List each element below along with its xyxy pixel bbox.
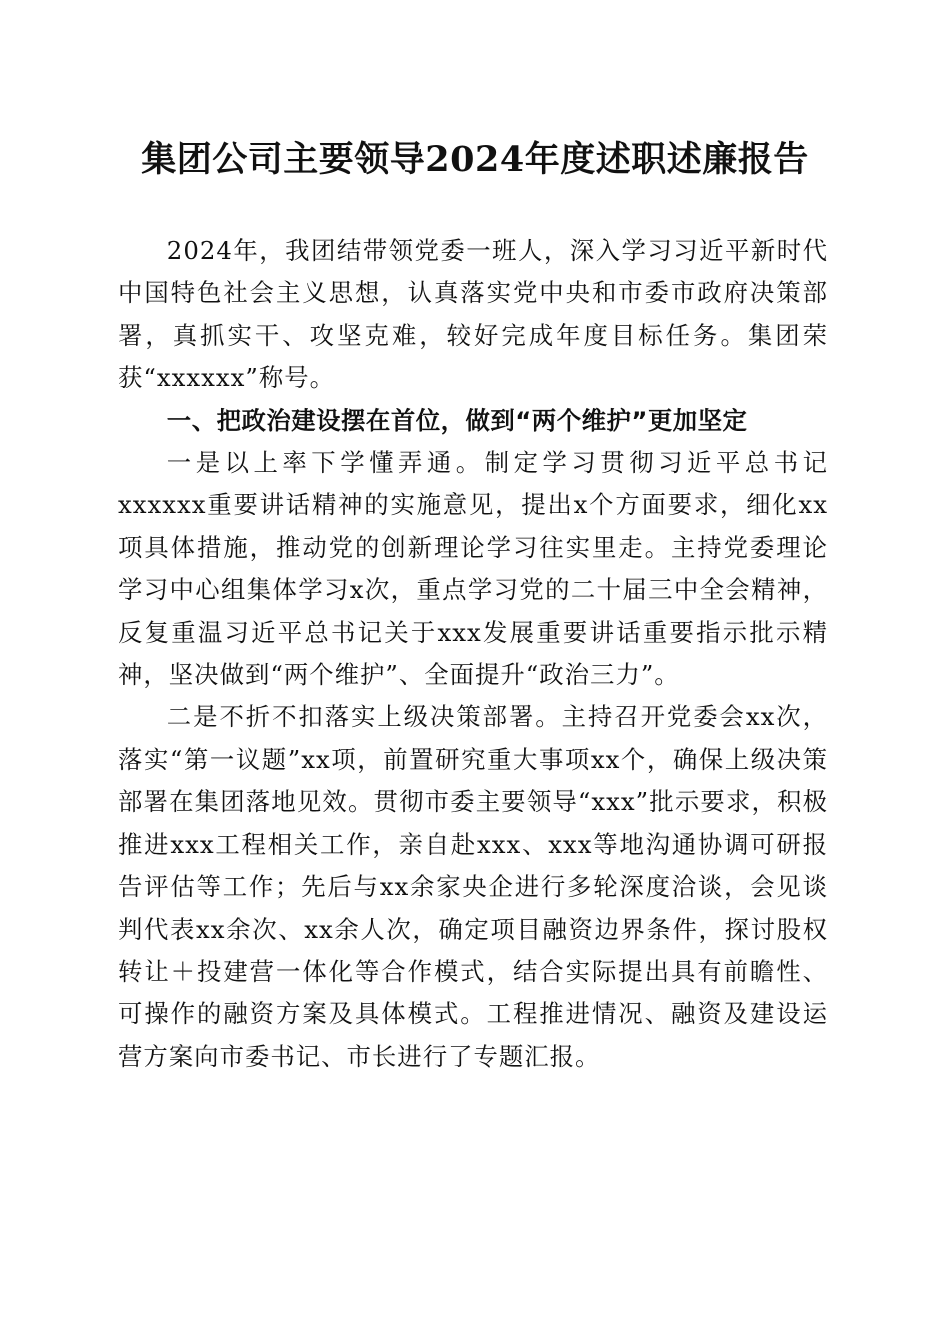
body-paragraph: 二是不折不扣落实上级决策部署。主持召开党委会xx次，落实“第一议题”xx项，前置研究重大事项xx个，确保上级决策部署在集团落地见效。贯彻市委主要领导“xxx”批示要求，积极推进xxx工程相关工作，亲自赴xxx、xxx等地沟通协调可研报告评估等工作；先后与xx余家央企进行多轮深度洽谈，会见谈判代表xx余次、xx余人次，确定项目融资边界条件，探讨股权转让＋投建营一体化等合作模式，结合实际提出具有前瞻性、可操作的融资方案及具体模式。工程推进情况、融资及建设运营方案向市委书记、市长进行了专题汇报。 (118, 702, 828, 1071)
body-paragraph: 一是以上率下学懂弄通。制定学习贯彻习近平总书记xxxxxx重要讲话精神的实施意见，提出x个方面要求，细化xx项具体措施，推动党的创新理论学习往实里走。主持党委理论学习中心组集体学习x次，重点学习党的二十届三中全会精神，反复重温习近平总书记关于xxx发展重要讲话重要指示批示精神，坚决做到“两个维护”、全面提升“政治三力”。 (118, 448, 828, 690)
section-heading: 一、把政治建设摆在首位，做到“两个维护”更加坚定 (166, 405, 748, 435)
document-title: 集团公司主要领导2024年度述职述廉报告 (141, 139, 809, 180)
document-body (118, 230, 828, 1078)
intro-paragraph: 2024年，我团结带领党委一班人，深入学习习近平新时代中国特色社会主义思想，认真落实党中央和市委市政府决策部署，真抓实干、攻坚克难，较好完成年度目标任务。集团荣获“xxxxxx”称号。 (118, 236, 828, 393)
